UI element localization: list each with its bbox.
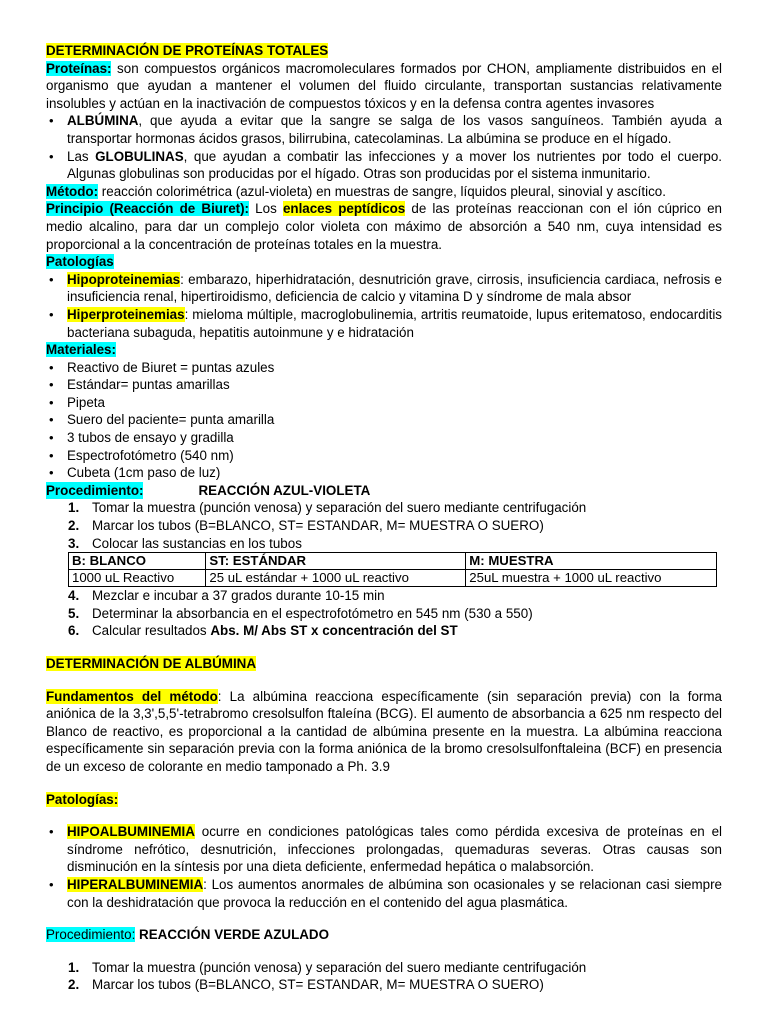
- list-item: • Cubeta (1cm paso de luz): [46, 464, 722, 482]
- fundamentos-paragraph: Fundamentos del método: La albúmina reacciona específicamente (sin separación previa) con la forma aniónica de la 3,3',5,5'-tetrabromo cresolsulfon ftaleína (BCG). El aumento de absorbancia a 625 nm respecto del Blanco de reactivo, es proporcional a la cantidad de albúmina presente en la muestra. La albúmina reacciona específicamente sin separación previa con la forma aniónica de la bromo cresolsulfonftaleina (BCF) en presencia de un exceso de colorante en medio tamponado a Ph. 3.9: [46, 688, 722, 774]
- section-title-albumina: DETERMINACIÓN DE ALBÚMINA: [46, 656, 257, 671]
- patologias-heading: Patologías: [46, 254, 114, 270]
- procedimiento-albumina-steps: [46, 959, 722, 994]
- list-item: 2. Marcar los tubos (B=BLANCO, ST= ESTANDAR, M= MUESTRA O SUERO): [68, 977, 544, 993]
- patologias-albumina-heading: Patologías:: [46, 791, 119, 807]
- list-item: • Pipeta: [46, 394, 722, 412]
- table-header-cell: ST: ESTÁNDAR: [206, 553, 466, 570]
- list-item: • Espectrofotómetro (540 nm): [46, 447, 722, 465]
- materiales-heading: Materiales:: [46, 342, 116, 358]
- procedimiento-steps: [46, 499, 722, 552]
- list-item: 5. Determinar la absorbancia en el espectrofotómetro en 545 nm (530 a 550): [68, 605, 533, 621]
- list-item: • 3 tubos de ensayo y gradilla: [46, 429, 722, 447]
- list-item: 6. Calcular resultados Abs. M/ Abs ST x concentración del ST: [68, 623, 458, 639]
- list-item: • Suero del paciente= punta amarilla: [46, 411, 722, 429]
- materiales-list: [46, 359, 722, 482]
- document-page: [46, 42, 722, 994]
- list-item: • Hipoproteinemias: embarazo, hiperhidratación, desnutrición grave, cirrosis, insuficiencia cardiaca, nefrosis e insuficiencia renal, hipertiroidismo, deficiencia de calcio y vitamina D y síndrome de mala absor: [46, 271, 722, 306]
- list-item: • Reactivo de Biuret = puntas azules: [46, 359, 722, 377]
- list-item: 1. Tomar la muestra (punción venosa) y separación del suero mediante centrifugación: [68, 959, 587, 975]
- principio-paragraph: Principio (Reacción de Biuret): Los enlaces peptídicos de las proteínas reaccionan con el ión cúprico en medio alcalino, para dar un complejo color violeta con máximo de absorción a 540 nm, cuya intensidad es proporcional a la concentración de proteínas totales en la muestra.: [46, 201, 722, 252]
- list-item: • HIPERALBUMINEMIA: Los aumentos anormales de albúmina son ocasionales y se relacionan casi siempre con la deshidratación que provoca la reducción en el contenido del agua plasmática.: [46, 876, 722, 911]
- table-cell: 25 uL estándar + 1000 uL reactivo: [206, 570, 466, 587]
- list-item: 1. Tomar la muestra (punción venosa) y separación del suero mediante centrifugación: [68, 500, 587, 516]
- patologias-list: [46, 271, 722, 341]
- table-header-cell: M: MUESTRA: [466, 553, 717, 570]
- list-item: 3. Colocar las sustancias en los tubos: [68, 535, 302, 551]
- list-item: • HIPOALBUMINEMIA ocurre en condiciones patológicas tales como pérdida excesiva de proteínas en el síndrome nefrótico, desnutrición, infecciones prolongadas, quemaduras severas. Otras causas son disminución en la síntesis por una dieta deficiente, enfermedad hepática o malabsorción.: [46, 823, 722, 876]
- procedimiento-albumina-heading: Procedimiento: REACCIÓN VERDE AZULADO: [46, 927, 330, 943]
- table-cell: 25uL muestra + 1000 uL reactivo: [466, 570, 717, 587]
- patologias-albumina-list: [46, 823, 722, 911]
- list-item: • Hiperproteinemias: mieloma múltiple, macroglobulinemia, artritis reumatoide, lupus eritematoso, endocarditis bacteriana subaguda, hepatitis autoinmune y e hidratación: [46, 306, 722, 341]
- procedimiento-heading: Procedimiento: REACCIÓN AZUL-VIOLETA: [46, 482, 371, 498]
- list-item: • Estándar= puntas amarillas: [46, 376, 722, 394]
- list-item: 2. Marcar los tubos (B=BLANCO, ST= ESTANDAR, M= MUESTRA O SUERO): [68, 518, 544, 534]
- section-title-proteinas: DETERMINACIÓN DE PROTEÍNAS TOTALES: [46, 43, 329, 58]
- list-item: • Las GLOBULINAS, que ayudan a combatir las infecciones y a mover los nutrientes por todo el cuerpo. Algunas globulinas son producidas por el hígado. Otras son producidas por el sistema inmunitario.: [46, 148, 722, 183]
- reaccion-label: REACCIÓN AZUL-VIOLETA: [198, 482, 371, 498]
- table-header-cell: B: BLANCO: [69, 553, 206, 570]
- metodo-paragraph: Método: reacción colorimétrica (azul-violeta) en muestras de sangre, líquidos pleural, sinovial y ascítico.: [46, 183, 666, 199]
- proteinas-definition: Proteínas: son compuestos orgánicos macromoleculares formados por CHON, ampliamente distribuidos en el organismo que ayudan a mantener el volumen del fluido circulante, transportan sustancias relativamente insolubles y actúan en la inactivación de compuestos tóxicos y en la defensa contra agentes invasores: [46, 60, 722, 111]
- list-item: 4. Mezclar e incubar a 37 grados durante 10-15 min: [68, 588, 385, 604]
- table-cell: 1000 uL Reactivo: [69, 570, 206, 587]
- list-item: • ALBÚMINA, que ayuda a evitar que la sangre se salga de los vasos sanguíneos. También ayuda a transportar hormonas ácidos grasos, bilirrubina, catecolaminas. La albúmina se produce en el hígado.: [46, 112, 722, 147]
- table-row: [69, 570, 717, 587]
- tubes-table: [68, 552, 717, 587]
- procedimiento-steps-continued: [46, 587, 722, 640]
- proteinas-types-list: [46, 112, 722, 182]
- table-header-row: [69, 553, 717, 570]
